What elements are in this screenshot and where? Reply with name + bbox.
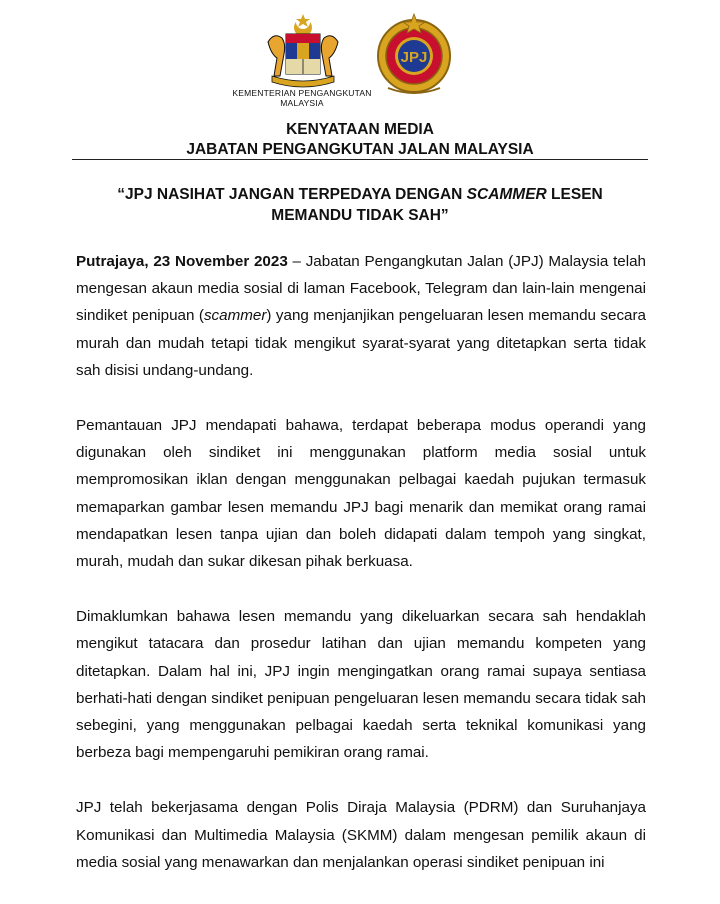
heading-divider bbox=[72, 159, 648, 160]
title-line-1-part-a: “JPJ NASIHAT JANGAN TERPEDAYA DENGAN bbox=[117, 186, 467, 203]
paragraph-1-text-a: – Jabatan Pengangkutan Jalan (JPJ) Malaysia telah mengesan akaun media sosial di laman Facebook, Telegram dan lain-lain mengenai sindiket penipuan ( bbox=[76, 253, 647, 325]
paragraph-4: JPJ telah bekerjasama dengan Polis Diraja Malaysia (PDRM) dan Suruhanjaya Komunikasi dan Multimedia Malaysia (SKMM) dalam mengesan pemilik akaun di media sosial yang menawarkan dan menjalankan operasi sindiket penipuan ini bbox=[76, 799, 646, 871]
title-italic-word: SCAMMER bbox=[466, 186, 547, 203]
paragraph-2: Pemantauan JPJ mendapati bahawa, terdapat beberapa modus operandi yang digunakan oleh sindiket ini menggunakan platform media sosial untuk mempromosikan iklan dengan menggunakan pelbagai kaedah pujukan termasuk memaparkan gambar lesen memandu JPJ bagi menarik dan memikat orang ramai mendapatkan lesen tanpa ujian dan boleh didapati dalam tempoh yang singkat, murah, mudah dan sukar dikesan pihak berkuasa. bbox=[76, 417, 646, 571]
paragraph-1-text-b: ) yang menjanjikan pengeluaran lesen memandu secara murah dan mudah tetapi tidak mengikut syarat-syarat yang ditetapkan serta tidak sah disisi undang-undang. bbox=[76, 307, 646, 379]
heading-line-2: JABATAN PENGANGKUTAN JALAN MALAYSIA bbox=[186, 141, 534, 158]
letterhead bbox=[0, 8, 720, 108]
paragraph-1 bbox=[76, 248, 646, 384]
heading-line-1: KENYATAAN MEDIA bbox=[286, 121, 434, 138]
statement-title bbox=[0, 184, 720, 226]
ministry-line-2: MALAYSIA bbox=[280, 98, 324, 108]
title-line-1-part-b: LESEN bbox=[546, 186, 603, 203]
title-line-1 bbox=[0, 184, 720, 205]
coat-of-arms-icon bbox=[262, 12, 344, 88]
ministry-line-1: KEMENTERIAN PENGANGKUTAN bbox=[232, 88, 372, 98]
jpj-badge-text: JPJ bbox=[400, 49, 428, 66]
jpj-emblem-icon bbox=[372, 12, 456, 96]
statement-body bbox=[76, 248, 646, 904]
paragraph-1-italic: scammer bbox=[203, 307, 267, 325]
paragraph-3: Dimaklumkan bahawa lesen memandu yang dikeluarkan secara sah hendaklah mengikut tatacara dan prosedur latihan dan ujian memandu kompeten yang ditetapkan. Dalam hal ini, JPJ ingin mengingatkan orang ramai supaya sentiasa berhati-hati dengan sindiket penipuan pengeluaran lesen memandu secara tidak sah sebegini, yang menggunakan pelbagai kaedah serta teknikal komunikasi yang berbeza bagi mempengaruhi pemikiran orang ramai. bbox=[76, 608, 646, 762]
ministry-name bbox=[218, 88, 386, 108]
title-line-2: MEMANDU TIDAK SAH” bbox=[271, 207, 449, 224]
dateline: Putrajaya, 23 November 2023 bbox=[76, 253, 288, 270]
press-statement-heading bbox=[0, 120, 720, 160]
